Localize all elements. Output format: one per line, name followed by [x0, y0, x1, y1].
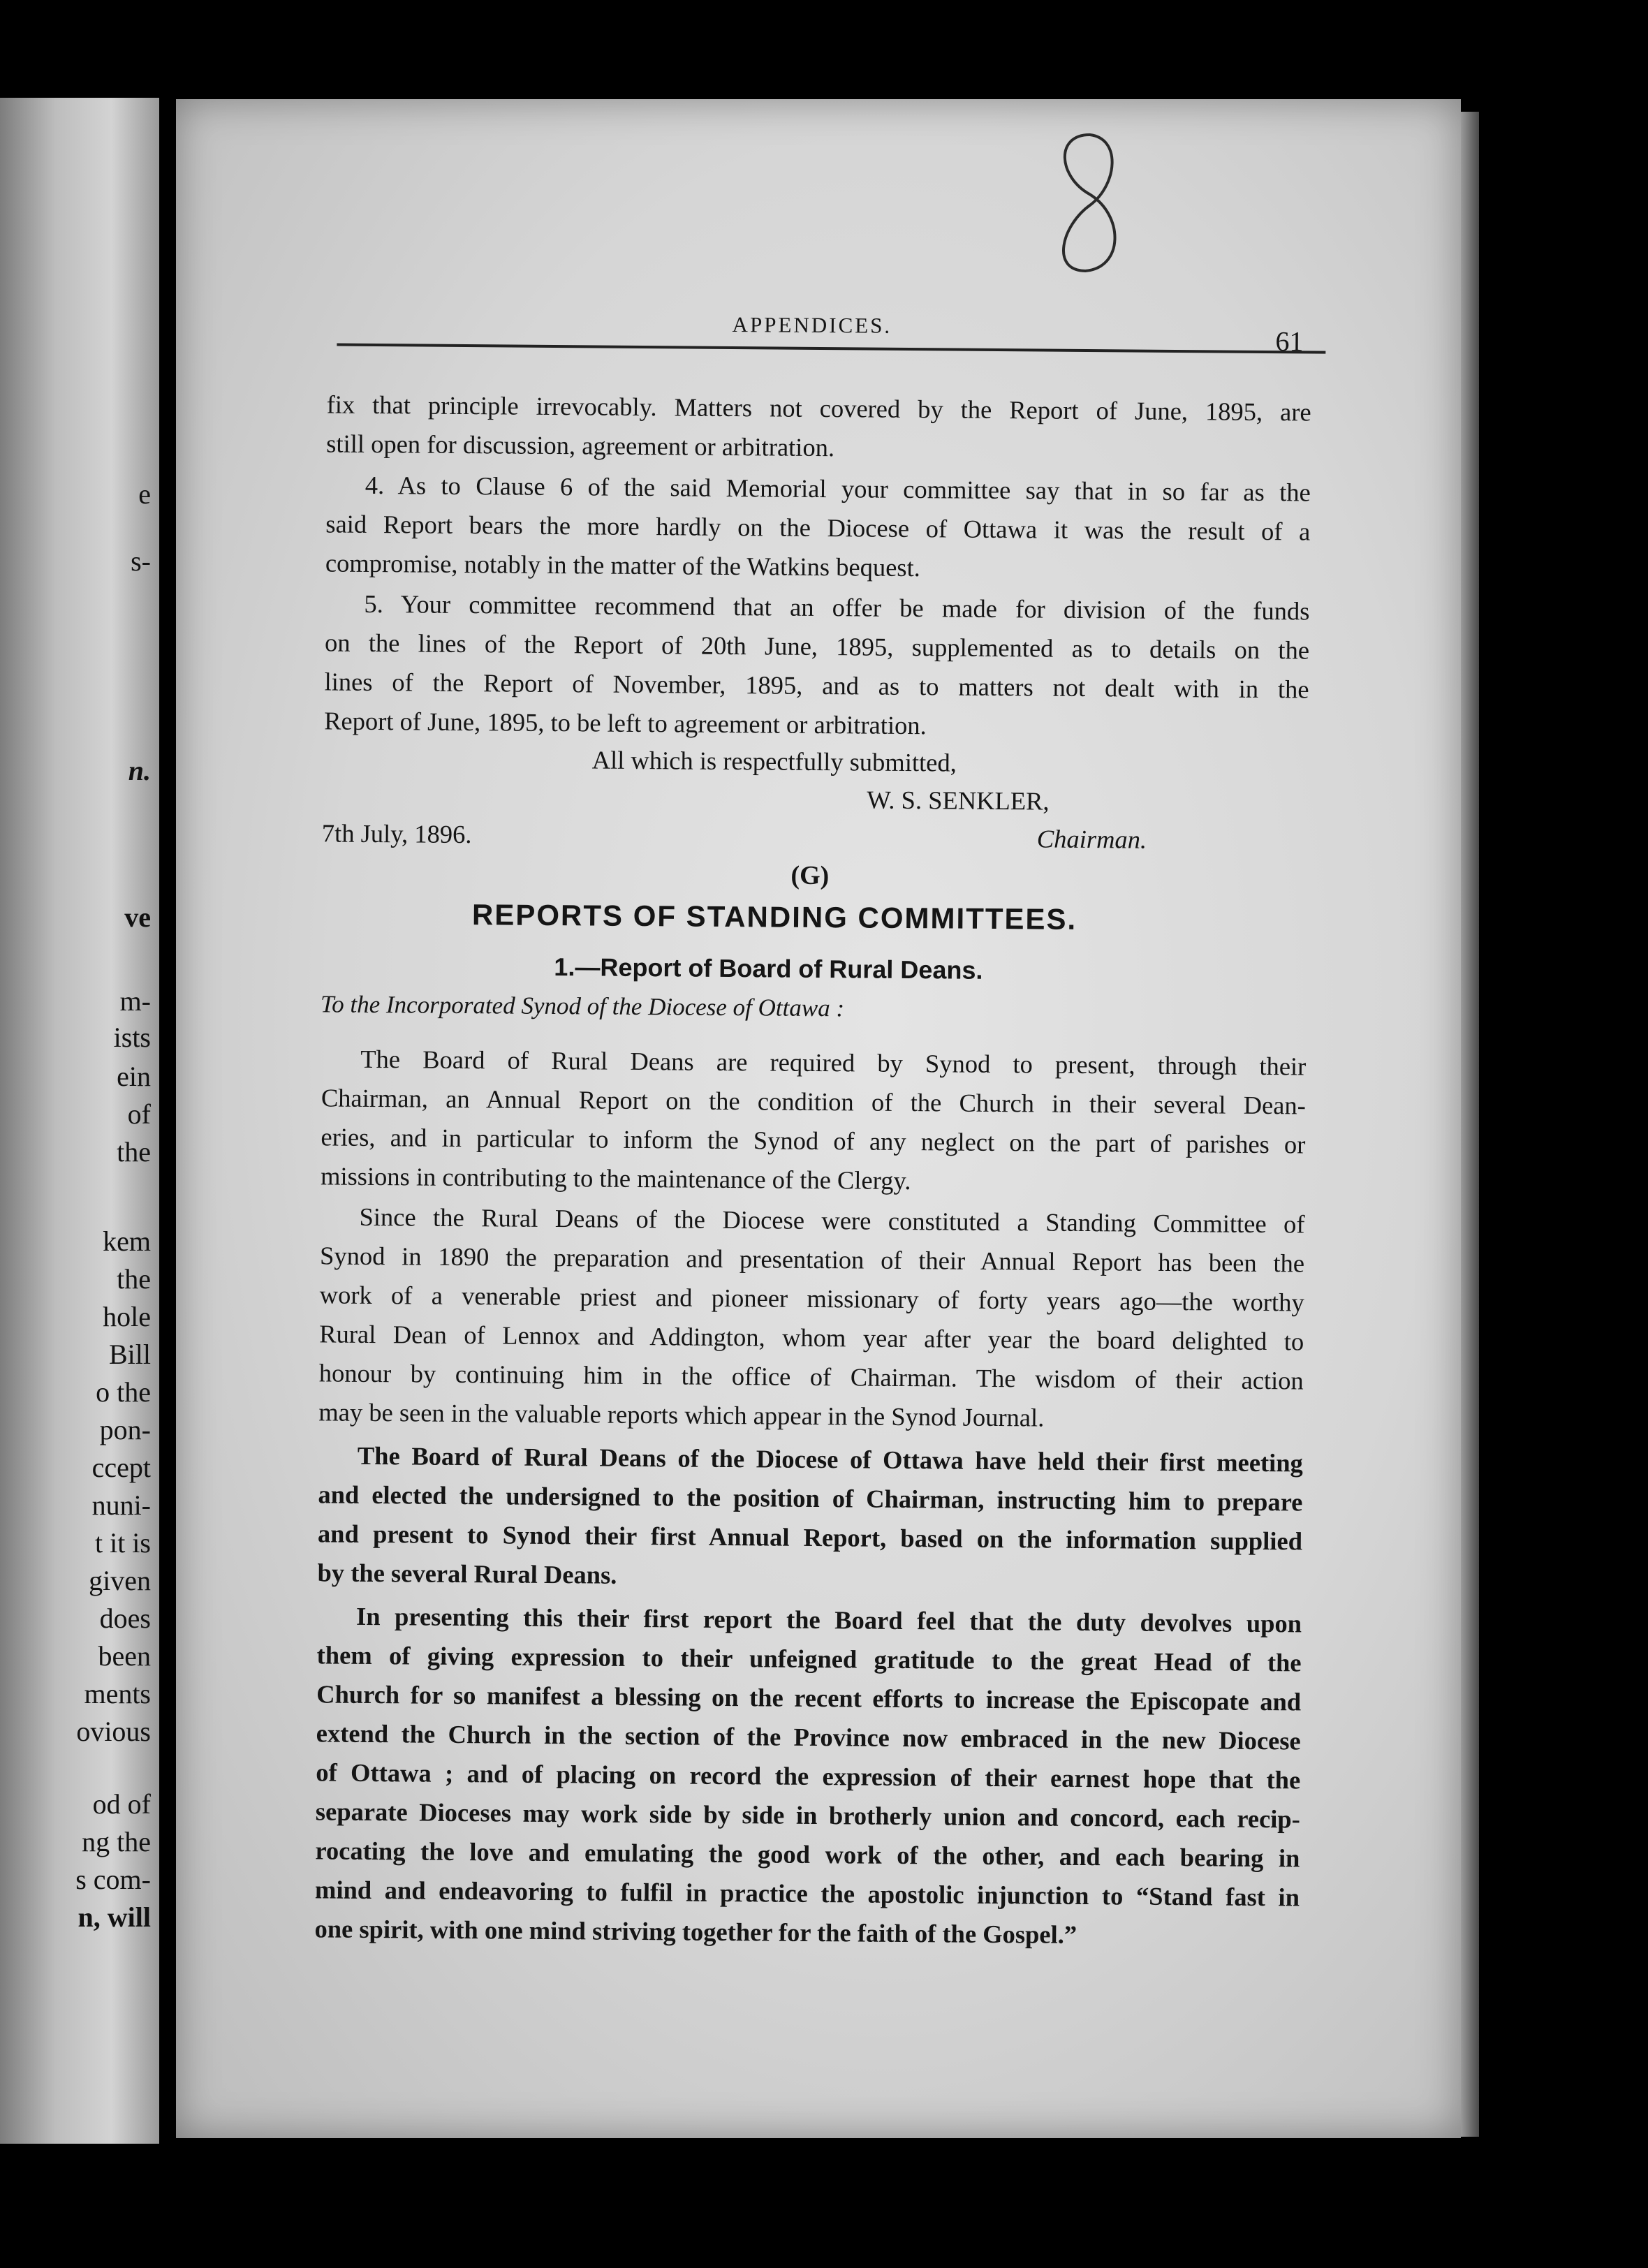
text-line: The Board of Rural Deans are required by Synod to present, through their: [360, 1044, 1307, 1081]
signatory-name: W. S. SENKLER,: [867, 785, 1050, 816]
left-page-text-fragment: s com-: [75, 1864, 151, 1895]
text-line: 4. As to Clause 6 of the said Memorial your committee say that in so far as the: [365, 470, 1311, 507]
left-page-text-fragment: o the: [96, 1376, 151, 1408]
left-page-text-fragment: ve: [124, 901, 151, 933]
section-mark: (G): [790, 860, 830, 891]
text-line: Since the Rural Deans of the Diocese were constituted a Standing Committee of: [359, 1202, 1305, 1239]
header-rule: [337, 344, 1325, 354]
page-number: 61: [1275, 325, 1304, 358]
text-line: missions in contributing to the maintenance of the Clergy.: [320, 1161, 911, 1195]
left-page-text-fragment: ments: [84, 1678, 151, 1709]
text-line: and present to Synod their first Annual Report, based on the information supplied: [317, 1519, 1303, 1556]
left-page-text-fragment: ng the: [82, 1826, 151, 1857]
address-line: To the Incorporated Synod of the Diocese of Ottawa :: [320, 990, 845, 1022]
document-page: [176, 99, 1461, 2138]
report-paragraph: [317, 1436, 1303, 1600]
text-line: The Board of Rural Deans of the Diocese of Ottawa have held their first meeting: [357, 1441, 1304, 1478]
text-line: honour by continuing him in the office of Chairman. The wisdom of their action: [318, 1358, 1304, 1395]
left-page-text-fragment: the: [117, 1263, 151, 1295]
left-page-text-fragment: pon-: [99, 1414, 151, 1445]
text-line: Church for so manifest a blessing on the recent efforts to increase the Episcopate and: [316, 1679, 1302, 1716]
memorial-paragraph: [324, 584, 1310, 748]
left-page-text-fragment: n, will: [78, 1901, 151, 1933]
left-page-text-fragment: od of: [92, 1788, 151, 1820]
text-line: Rural Dean of Lennox and Addington, whom year after year the board delighted to: [319, 1319, 1304, 1356]
left-page-text-fragment: n.: [128, 755, 151, 786]
left-page-text-fragment: ccept: [91, 1452, 151, 1483]
report-paragraph: [318, 1197, 1305, 1439]
left-page-text-fragment: of: [127, 1098, 151, 1130]
text-line: 5. Your committee recommend that an offer be made for division of the funds: [364, 589, 1310, 626]
text-line: compromise, notably in the matter of the Watkins bequest.: [325, 548, 921, 582]
memorial-paragraph: [326, 385, 1311, 471]
left-page-text-fragment: ovious: [76, 1716, 151, 1747]
text-line: and elected the undersigned to the position of Chairman, instructing him to prepare: [318, 1480, 1303, 1517]
text-line: extend the Church in the section of the Province now embraced in the new Diocese: [316, 1718, 1301, 1755]
left-page-text-fragment: t it is: [94, 1527, 151, 1559]
text-line: work of a venerable priest and pioneer missionary of forty years ago—the worthy: [319, 1280, 1304, 1317]
text-line: In presenting this their first report the Board feel that the duty devolves upon: [355, 1601, 1302, 1638]
text-line: Report of June, 1895, to be left to agreement or arbitration.: [324, 706, 927, 740]
text-line: one spirit, with one mind striving together for the faith of the Gospel.”: [314, 1914, 1077, 1949]
left-page-text-fragment: m-: [119, 985, 151, 1017]
text-line: rocating the love and emulating the good work of the other, and each bearing in: [315, 1836, 1300, 1873]
text-line: on the lines of the Report of 20th June, 1895, supplemented as to details on the: [324, 628, 1310, 665]
left-page-text-fragment: been: [98, 1640, 151, 1672]
left-facing-page: [0, 98, 159, 2144]
left-page-text-fragment: Bill: [108, 1339, 151, 1370]
text-line: Chairman, an Annual Report on the condition of the Church in their several Dean-: [321, 1083, 1307, 1120]
report-paragraph: [314, 1596, 1302, 1956]
report-date: 7th July, 1896.: [321, 818, 472, 849]
text-line: said Report bears the more hardly on the Diocese of Ottawa it was the result of a: [325, 509, 1311, 546]
text-line: by the several Rural Deans.: [317, 1558, 617, 1589]
text-line: of Ottawa ; and of placing on record the expression of their earnest hope that the: [316, 1758, 1301, 1795]
left-page-text-fragment: ists: [113, 1022, 151, 1053]
text-line: fix that principle irrevocably. Matters not covered by the Report of June, 1895, are: [326, 390, 1311, 427]
left-page-text-fragment: kem: [103, 1225, 151, 1257]
text-line: them of giving expression to their unfeigned gratitude to the great Head of the: [316, 1640, 1302, 1677]
left-page-text-fragment: e: [138, 478, 151, 510]
text-line: Synod in 1890 the preparation and presentation of their Annual Report has been the: [319, 1241, 1305, 1278]
left-page-text-fragment: does: [99, 1603, 151, 1634]
page-content: [176, 99, 1461, 2138]
text-line: lines of the Report of November, 1895, and as to matters not dealt with in the: [324, 667, 1309, 704]
text-line: still open for discussion, agreement or arbitration.: [326, 429, 835, 462]
text-line: may be seen in the valuable reports which appear in the Synod Journal.: [318, 1397, 1045, 1432]
closing-line: All which is respectfully submitted,: [591, 745, 957, 777]
text-line: eries, and in particular to inform the Synod of any neglect on the part of parishes or: [321, 1122, 1306, 1159]
memorial-paragraph: [325, 465, 1311, 590]
signatory-title: Chairman.: [1036, 824, 1147, 854]
left-page-text-fragment: nuni-: [91, 1489, 151, 1521]
left-page-text-fragment: hole: [103, 1301, 151, 1332]
left-page-text-fragment: given: [89, 1565, 151, 1596]
report-subheading: 1.—Report of Board of Rural Deans.: [554, 952, 983, 985]
text-line: mind and endeavoring to fulfil in practice the apostolic injunction to “Stand fast in: [314, 1875, 1300, 1912]
left-page-text-fragment: s-: [131, 545, 151, 577]
section-heading: REPORTS OF STANDING COMMITTEES.: [471, 898, 1077, 936]
running-title: APPENDICES.: [732, 312, 892, 338]
page-edge-shadow: [1461, 112, 1479, 2137]
left-page-text-fragment: the: [117, 1136, 151, 1168]
handwritten-eight-mark: [1040, 127, 1139, 281]
left-page-text-fragment: ein: [117, 1061, 151, 1092]
report-paragraph: [321, 1039, 1307, 1203]
text-line: separate Dioceses may work side by side in brotherly union and concord, each recip-: [315, 1797, 1301, 1834]
